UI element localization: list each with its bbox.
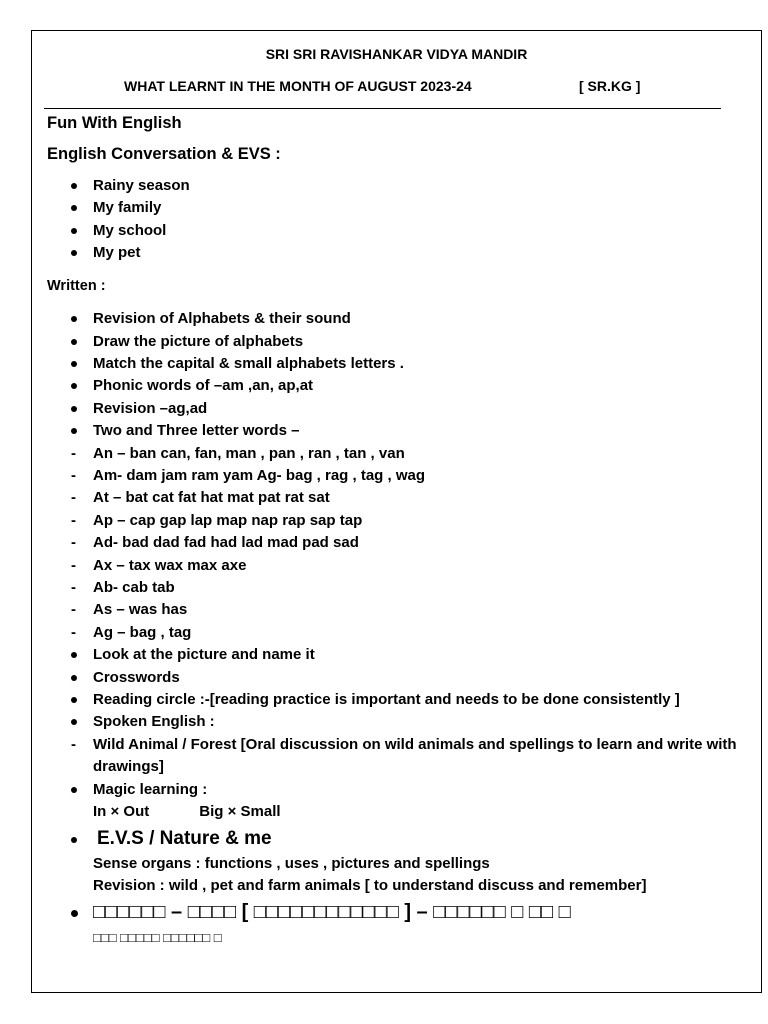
header-divider <box>44 108 721 109</box>
section-title: Fun With English <box>47 114 182 132</box>
evs-list <box>47 825 751 853</box>
list-item: Spoken English : <box>47 711 751 733</box>
school-name: SRI SRI RAVISHANKAR VIDYA MANDIR <box>265 46 528 62</box>
list-item: My pet <box>47 242 751 264</box>
evs-line-2: Revision : wild , pet and farm animals [ to understand discuss and remember] <box>93 877 647 895</box>
list-item: My family <box>47 197 751 219</box>
list-item: Reading circle :-[reading practice is important and needs to be done consistently ] <box>47 689 751 711</box>
list-item: Magic learning : <box>47 779 751 801</box>
document-page <box>31 30 762 993</box>
list-item: My school <box>47 220 751 242</box>
list-item: Match the capital & small alphabets letters . <box>47 353 751 375</box>
dash-list-item: - Ag – bag , tag <box>47 622 751 644</box>
conversation-list <box>47 175 751 265</box>
dash-list-item: - Wild Animal / Forest [Oral discussion on wild animals and spellings to learn and write with drawings] <box>47 734 751 779</box>
magic-learning-items: In × Out Big × Small <box>93 803 281 821</box>
dash-list-item: - Ab- cab tab <box>47 577 751 599</box>
dash-list-item: - An – ban can, fan, man , pan , ran , tan , van <box>47 443 751 465</box>
document-content <box>47 111 751 949</box>
dash-list-item: - Ax – tax wax max axe <box>47 555 751 577</box>
dash-list-item: - At – bat cat fat hat mat pat rat sat <box>47 487 751 509</box>
list-item: Rainy season <box>47 175 751 197</box>
list-item: Draw the picture of alphabets <box>47 331 751 353</box>
class-label: [ SR.KG ] <box>579 78 641 94</box>
written-heading: Written : <box>47 277 106 294</box>
dash-list-item: - As – was has <box>47 599 751 621</box>
hindi-heading: □□□□□□ – □□□□ [ □□□□□□□□□□□□ ] – □□□□□□ □ □□ □ <box>47 897 751 927</box>
evs-heading-text: E.V.S / Nature & me <box>97 828 272 850</box>
document-title: WHAT LEARNT IN THE MONTH OF AUGUST 2023-24 <box>124 78 472 94</box>
list-item: Revision of Alphabets & their sound <box>47 308 751 330</box>
conversation-heading: English Conversation & EVS : <box>47 145 281 163</box>
list-item: Revision –ag,ad <box>47 398 751 420</box>
list-item: Two and Three letter words – <box>47 420 751 442</box>
dash-list-item: - Ap – cap gap lap map nap rap sap tap <box>47 510 751 532</box>
list-item: Look at the picture and name it <box>47 644 751 666</box>
list-item: Crosswords <box>47 667 751 689</box>
hindi-line: □□□ □□□□□ □□□□□□ □ <box>93 930 222 946</box>
evs-line-1: Sense organs : functions , uses , pictures and spellings <box>93 855 490 873</box>
evs-heading <box>47 825 751 853</box>
dash-list-item: - Ad- bad dad fad had lad mad pad sad <box>47 532 751 554</box>
hindi-list <box>47 897 751 927</box>
written-list <box>47 308 751 801</box>
list-item: Phonic words of –am ,an, ap,at <box>47 375 751 397</box>
dash-list-item: - Am- dam jam ram yam Ag- bag , rag , tag , wag <box>47 465 751 487</box>
